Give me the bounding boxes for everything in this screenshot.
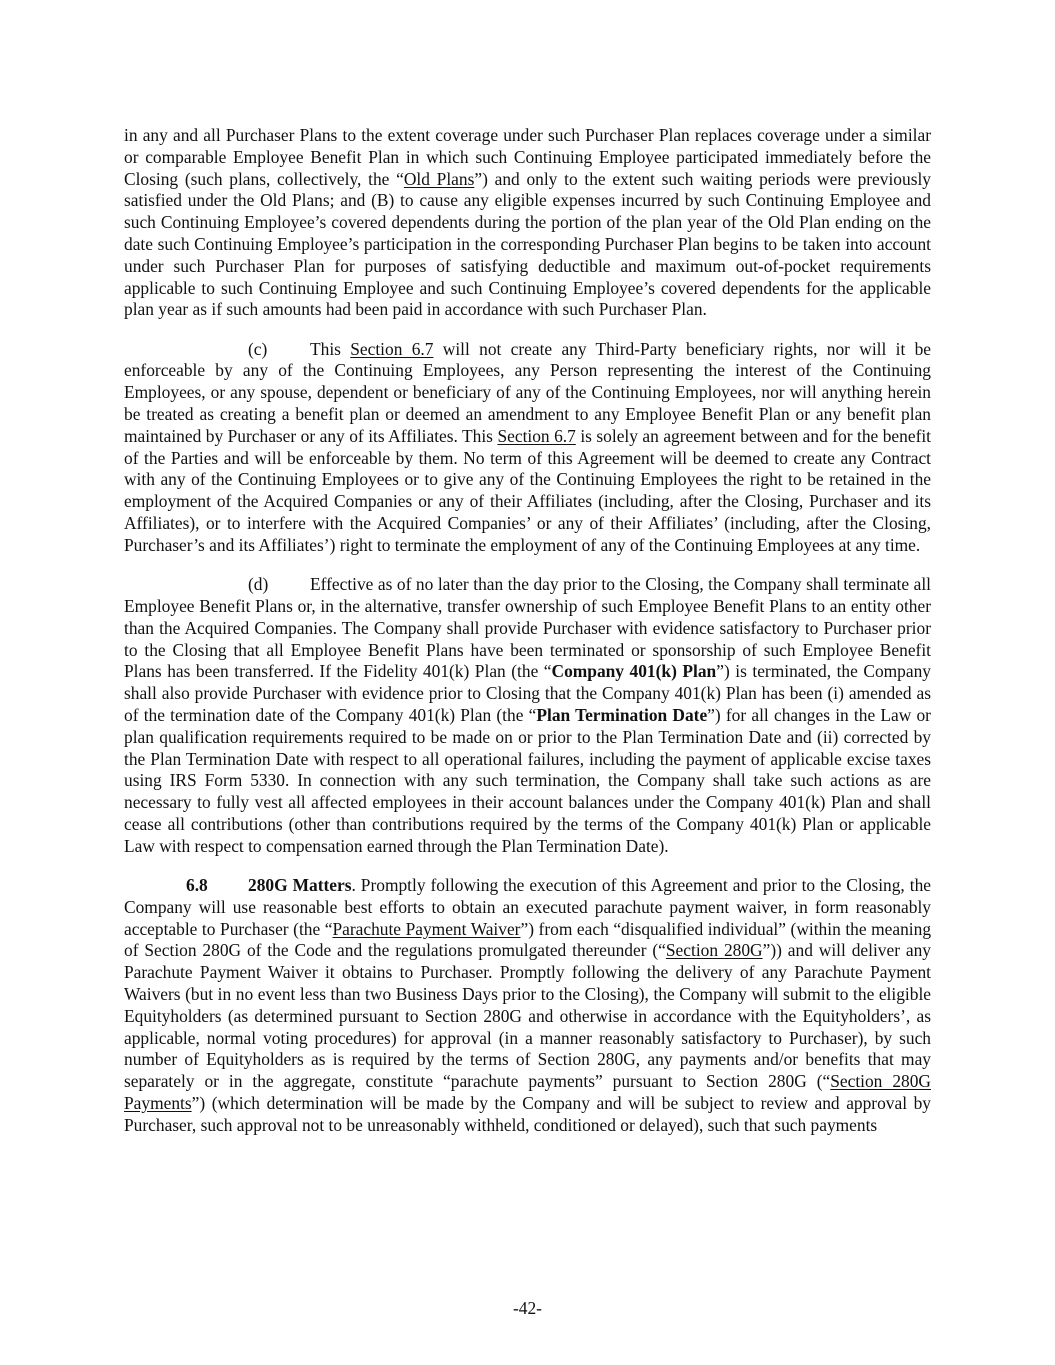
defined-term-company-401k-plan: Company 401(k) Plan [551,661,717,682]
text-run: This [310,338,351,359]
text-run: ”) from each “disqualified individual” (within the meaning of Section 280G of the Code and the regulations promulgated thereunder (“ [124,918,932,961]
page-number: -42- [513,1298,542,1318]
defined-term-old-plans: Old Plans [403,168,475,189]
document-page [124,125,931,1154]
text-run: ”) and only to the extent such waiting periods were previously satisfied under the Old Plans; and (B) to cause any eligible expenses incurred by such Continuing Employee and such Continuing Employee’s covered dependents during the portion of the plan year of the Old Plan ending on the date such Continuing Employee’s participation in the corresponding Purchaser Plan begins to be taken into account under such Purchaser Plan for purposes of satisfying deductible and maximum out-of-pocket requirements applicable to such Continuing Employee and such Continuing Employee’s covered dependents for the applicable plan year as if such amounts had been paid in accordance with such Purchaser Plan. [124,168,931,320]
text-run: ”) is terminated, the Company shall also provide Purchaser with evidence prior to Closing that the Company 401(k) Plan has been (i) amended as of the termination date of the Company 401(k) Plan (the “ [124,661,931,725]
section-number: 6.8 [186,875,208,895]
clause-label-c: (c) [248,338,268,359]
text-run: ”) (which determination will be made by the Company and will be subject to review and approval by Purchaser, such approval not to be unreasonably withheld, conditioned or delayed), such that such payments [124,1092,931,1135]
section-6-8-280g-matters [124,875,931,1137]
text-run: in any and all Purchaser Plans to the extent coverage under such Purchaser Plan replaces coverage under a similar or comparable Employee Benefit Plan in which such Continuing Employee participated immediately before the Closing (such plans, collectively, the “ [124,125,931,189]
section-heading: 280G Matters [248,875,352,895]
paragraph-6-7-d [124,574,931,857]
clause-label-d: (d) [248,574,269,595]
text-run: . Promptly following the execution of this Agreement and prior to the Closing, the Company will use reasonable best efforts to obtain an executed parachute payment waiver, in form reasonably acceptable to Purchaser (the “ [124,875,931,939]
text-run: ”) for all changes in the Law or plan qualification requirements required to be made on or prior to the Plan Termination Date and (ii) corrected by the Plan Termination Date with respect to all operational failures, including the payment of applicable excise taxes using IRS Form 5330. In connection with any such termination, the Company shall take such actions as are necessary to fully vest all affected employees in their account balances under the Company 401(k) Plan and shall cease all contributions (other than contributions required by the terms of the Company 401(k) Plan or applicable Law with respect to compensation earned through the Plan Termination Date). [124,704,931,856]
cross-reference-section-6-7: Section 6.7 [350,338,434,359]
cross-reference-section-6-7: Section 6.7 [497,425,576,446]
text-run: Effective as of no later than the day prior to the Closing, the Company shall terminate all Employee Benefit Plans or, in the alternative, transfer ownership of such Employee Benefit Plans to an entity other than the Acquired Companies. The Company shall provide Purchaser with evidence satisfactory to Purchaser prior to the Closing that all Employee Benefit Plans have been terminated or sponsorship of such Employee Benefit Plans has been transferred. If the Fidelity 401(k) Plan (the “ [124,574,931,682]
defined-term-section-280g: Section 280G [665,940,763,961]
text-run: ”)) and will deliver any Parachute Payment Waiver it obtains to Purchaser. Promptly following the delivery of any Parachute Payment Waivers (but in no event less than two Business Days prior to the Closing), the Company will submit to the eligible Equityholders (as determined pursuant to Section 280G and otherwise in accordance with the Equityholders’, as applicable, normal voting procedures) for approval (in a manner reasonably satisfactory to Purchaser), by such number of Equityholders as is required by the terms of Section 280G, any payments and/or benefits that may separately or in the aggregate, constitute “parachute payments” pursuant to Section 280G (“ [124,940,932,1092]
text-run: will not create any Third-Party beneficiary rights, nor will it be enforceable by any of the Continuing Employees, any Person representing the interest of the Continuing Employees, or any spouse, dependent or beneficiary of any of the Continuing Employees, nor will anything herein be treated as creating a benefit plan or deemed an amendment to any Employee Benefit Plan or any benefit plan maintained by Purchaser or any of its Affiliates. This [124,338,932,446]
text-run: is solely an agreement between and for the benefit of the Parties and will be enforceable by them. No term of this Agreement will be deemed to create any Contract with any of the Continuing Employees or to give any of the Continuing Employees the right to be retained in the employment of the Acquired Companies or any of their Affiliates (including, after the Closing, Purchaser and its Affiliates), or to interfere with the Acquired Companies’ or any of their Affiliates’ (including, after the Closing, Purchaser’s and its Affiliates’) right to terminate the employment of any of the Continuing Employees at any time. [124,425,932,555]
paragraph-continuation [124,125,931,321]
defined-term-plan-termination-date: Plan Termination Date [536,704,708,725]
paragraph-6-7-c [124,339,931,557]
defined-term-parachute-payment-waiver: Parachute Payment Waiver [332,918,521,939]
defined-term-section-280g-payments: Section 280G Payments [124,1071,931,1113]
